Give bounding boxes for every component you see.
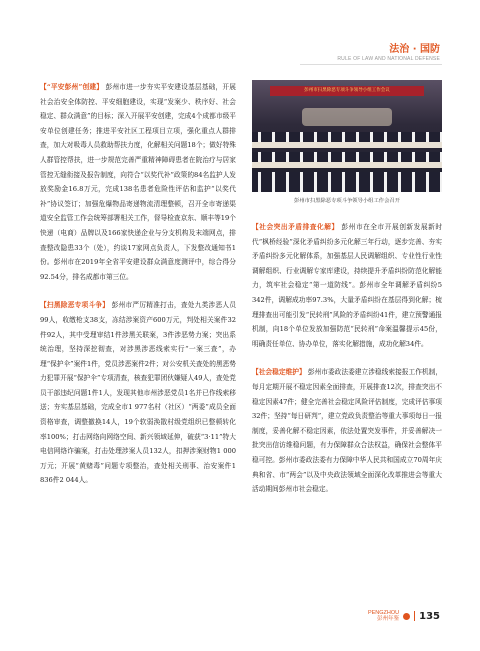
meeting-photo <box>252 80 442 192</box>
photo-caption: 彭州市扫黑除恶专项斗争领导小组工作会召开 <box>294 198 400 204</box>
right-column <box>252 220 442 497</box>
paragraph-safe-pengzhou <box>40 80 236 284</box>
paragraph-anti-crime <box>40 298 236 488</box>
paragraph-text: 彭州市进一步夯实平安建设基层基础，开展社会治安全体防控、平安细胞建设，实现“发案少、秩序好、社会稳定、群众满意”的目标；深入开展平安创建，完成4个成都市级平安单位创建任务；推进平安社区工程项目立项，强化重点人群排查，加大对吸毒人员救助帮扶力度，化解相关问题18个；做好特殊人群管控帮扶，进一步规范完善严重精神障碍患者在院治疗与居家管控无缝衔接及报告制度，向符合“以奖代补”政策的84名监护人发放奖励金16.8万元，完成138名患者危险性评估和监护“以奖代补”协议签订；加强危爆物品寄递物流清理整顿，召开全市寄递渠道安全监管工作会统筹部署相关工作，督导检查京东、顺丰等19个快递（电商）品牌以及166家快递企业与分支机构及末端网点，排查整改隐患33个（处），约谈17家网点负责人，下发整改通知书1份。彭州市在2019年全省平安建设群众满意度测评中，综合得分92.54分，排名成都市第三位。 <box>40 83 236 281</box>
paragraph-stability <box>252 365 442 496</box>
left-column <box>40 80 236 488</box>
photo-table <box>252 162 442 168</box>
paragraph-heading: 【社会突出矛盾排查化解】 <box>252 223 339 231</box>
paragraph-heading: 【“平安彭州”创建】 <box>40 83 104 91</box>
paragraph-heading: 【扫黑除恶专项斗争】 <box>40 301 110 310</box>
page-footer <box>368 610 440 622</box>
photo-stage <box>302 108 392 126</box>
header-divider <box>300 64 442 65</box>
photo-audience-row <box>252 152 442 162</box>
paragraph-text: 彭州市委政法委建立涉稳线索接报工作机制，每月定期开展不稳定因素全面排查，开展排查12次，排查突出不稳定因素47件；健全完善社会稳定风险评估制度，完成评估事项32件；坚持“每日研判”，建立党政负责整治等重大事项每日一报制度，妥善化解不稳定因素，依法处置突发事件，并妥善解决一批突出信访维稳问题，有力保障群众合法权益，确保社会整体平稳可控。彭州市委政法委有力保障中华人民共和国成立70周年庆典和省、市“两会”以及中央政法领域全面深化改革推进会等重大活动期间彭州市社会稳定。 <box>252 368 443 494</box>
paragraph-heading: 【社会稳定维护】 <box>252 368 306 377</box>
paragraph-text: 彭州市在全市开展创新发展新时代“枫桥经验”深化矛盾纠纷多元化解三年行动，逐步完善、夯实矛盾纠纷多元化解体系，加强基层人民调解组织、专业性行业性调解组织、行业调解专家库建设，持续提升矛盾纠纷防范化解能力，筑牢社会稳定“第一道防线”。彭州市全年调解矛盾纠纷5 342件，调解成功率97.3%，大量矛盾纠纷在基层得到化解；梳理排查出可能引发“民转刑”风险的矛盾纠纷41件，建立预警通报机制，向18个单位发放加强防范“民转刑”命案温馨提示45份，明确责任单位、协办单位，落实化解措施，成功化解34件。 <box>252 223 443 348</box>
photo-table <box>252 142 442 148</box>
footer-separator <box>414 611 415 621</box>
section-title: 法治 · 国防 <box>389 44 440 55</box>
magazine-name: PENGZHOU 彭州年鉴 <box>367 610 400 622</box>
paragraph-text: 彭州市严厉精准打击，查处九类涉恶人员99人，收缴枪支38支，冻结涉案资产600万元，判处相关案件32件92人，其中受理审结1件涉黑关联案，3件涉恶势力案；突出系统治理，坚持深挖彻查，对涉黑涉恶线索实行“一案三查”，办理“保护伞”案件1件，党员涉恶案件2件；对公安机关查处的黑恶势力犯罪开展“保护伞”专项清查，核查犯罪团伙嫌疑人49人，查处党员干部违纪问题1件1人，发现其他市州涉恶党员1名并已作线索移送；夯实基层基础，完成全市1 977名村（社区）“两委”成员全面资格审查，调整撤换14人，19个软弱涣散村级党组织已整顿转化率100%；打击网络向网络空间、新兴领域延伸，破获“3·11”特大电信网络诈骗案，打击处理涉案人员132人，扣押涉案财物1 000万元；开展“黄赌毒”问题专项整治，查处相关刑事、治安案件1 836件2 044人。 <box>40 301 237 485</box>
photo-audience-row <box>252 132 442 142</box>
page-number: 135 <box>419 610 440 622</box>
section-subtitle: RULE OF LAW AND NATIONAL DEFENSE <box>337 56 440 62</box>
photo-audience-row <box>252 172 442 192</box>
footer-dot-icon <box>403 613 410 620</box>
page-header <box>337 40 440 62</box>
photo-banner: 彭州市扫黑除恶专项斗争领导小组工作会议 <box>270 86 424 96</box>
paragraph-dispute-resolution <box>252 220 442 351</box>
